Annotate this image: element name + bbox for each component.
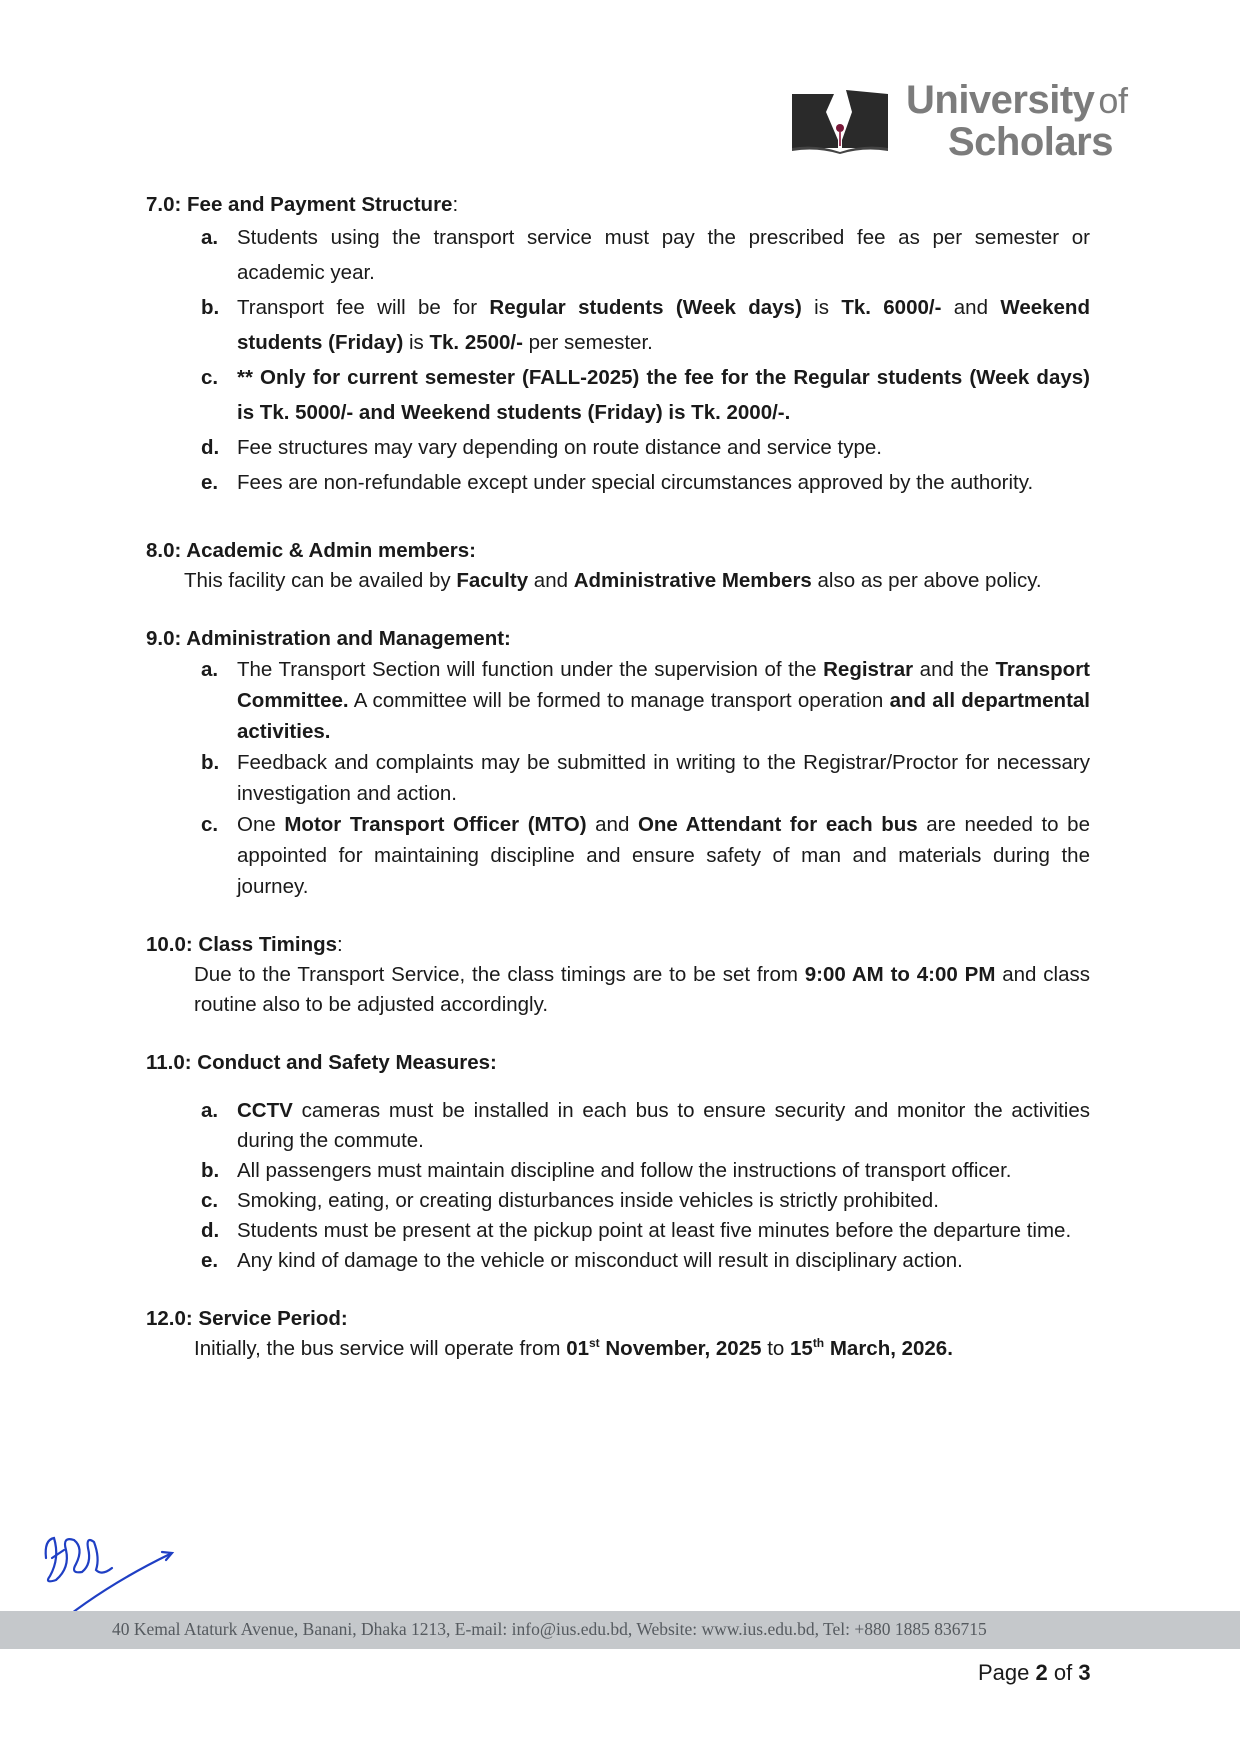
list-item: a. Students using the transport service must pay the prescribed fee as per semester or academic year. — [201, 226, 1090, 284]
page-number: Page 2 of 3 — [978, 1660, 1091, 1685]
university-logo — [788, 80, 1168, 170]
section-title: 12.0: Service Period: — [146, 1307, 348, 1330]
logo-wordmark — [906, 80, 1127, 162]
section-title: 7.0: Fee and Payment Structure: — [146, 193, 459, 216]
logo-university: University — [906, 78, 1095, 122]
list-item: d. Fee structures may vary depending on route distance and service type. — [201, 436, 882, 459]
list-item: c. One Motor Transport Officer (MTO) and One Attendant for each bus are needed to be appointed for maintaining discipline and ensure safety of man and materials during the journey. — [201, 813, 1090, 898]
section-academic-admin-members — [146, 536, 1090, 596]
list-item: c. ** Only for current semester (FALL-2025) the fee for the Regular students (Week days) is Tk. 5000/- and Weekend students (Friday) is Tk. 2000/-. — [201, 366, 1090, 424]
section-administration-management — [146, 624, 1090, 902]
open-book-pen-icon — [788, 88, 892, 154]
list-item: d. Students must be present at the pickup point at least five minutes before the departure time. — [201, 1219, 1072, 1242]
list-item: b. Transport fee will be for Regular students (Week days) is Tk. 6000/- and Weekend students (Friday) is Tk. 2500/- per semester. — [201, 296, 1090, 354]
section-title: 11.0: Conduct and Safety Measures: — [146, 1051, 497, 1074]
section-conduct-safety — [146, 1048, 1090, 1276]
paragraph: Initially, the bus service will operate from 01st November, 2025 to 15th March, 2026. — [194, 1336, 953, 1360]
footer-address: 40 Kemal Ataturk Avenue, Banani, Dhaka 1213, E-mail: info@ius.edu.bd, Website: www.ius.edu.bd, Tel: +880 1885 836715 — [112, 1619, 987, 1639]
section-class-timings — [146, 930, 1090, 1020]
section-title: 9.0: Administration and Management: — [146, 627, 511, 650]
list-item: e. Any kind of damage to the vehicle or misconduct will result in disciplinary action. — [201, 1249, 963, 1272]
section-title: 10.0: Class Timings: — [146, 933, 343, 956]
paragraph: Due to the Transport Service, the class timings are to be set from 9:00 AM to 4:00 PM and class routine also to be adjusted accordingly. — [194, 963, 1090, 1016]
section-title: 8.0: Academic & Admin members: — [146, 539, 477, 562]
logo-of: of — [1098, 80, 1128, 121]
list-item: e. Fees are non-refundable except under special circumstances approved by the authority. — [201, 471, 1034, 494]
list-item: a. CCTV cameras must be installed in each bus to ensure security and monitor the activities during the commute. — [201, 1099, 1090, 1152]
list-item: c. Smoking, eating, or creating disturbances inside vehicles is strictly prohibited. — [201, 1189, 939, 1212]
list-item: b. All passengers must maintain discipline and follow the instructions of transport officer. — [201, 1159, 1012, 1182]
logo-scholars: Scholars — [948, 120, 1113, 164]
document-body — [146, 190, 1090, 1392]
section-fee-payment — [146, 190, 1090, 500]
list-item: a. The Transport Section will function under the supervision of the Registrar and the Transport Committee. A committee will be formed to manage transport operation and all departmental activities. — [201, 658, 1090, 743]
section-service-period — [146, 1304, 1090, 1364]
paragraph: This facility can be availed by Faculty and Administrative Members also as per above policy. — [184, 569, 1042, 592]
list-item: b. Feedback and complaints may be submitted in writing to the Registrar/Proctor for necessary investigation and action. — [201, 751, 1090, 805]
